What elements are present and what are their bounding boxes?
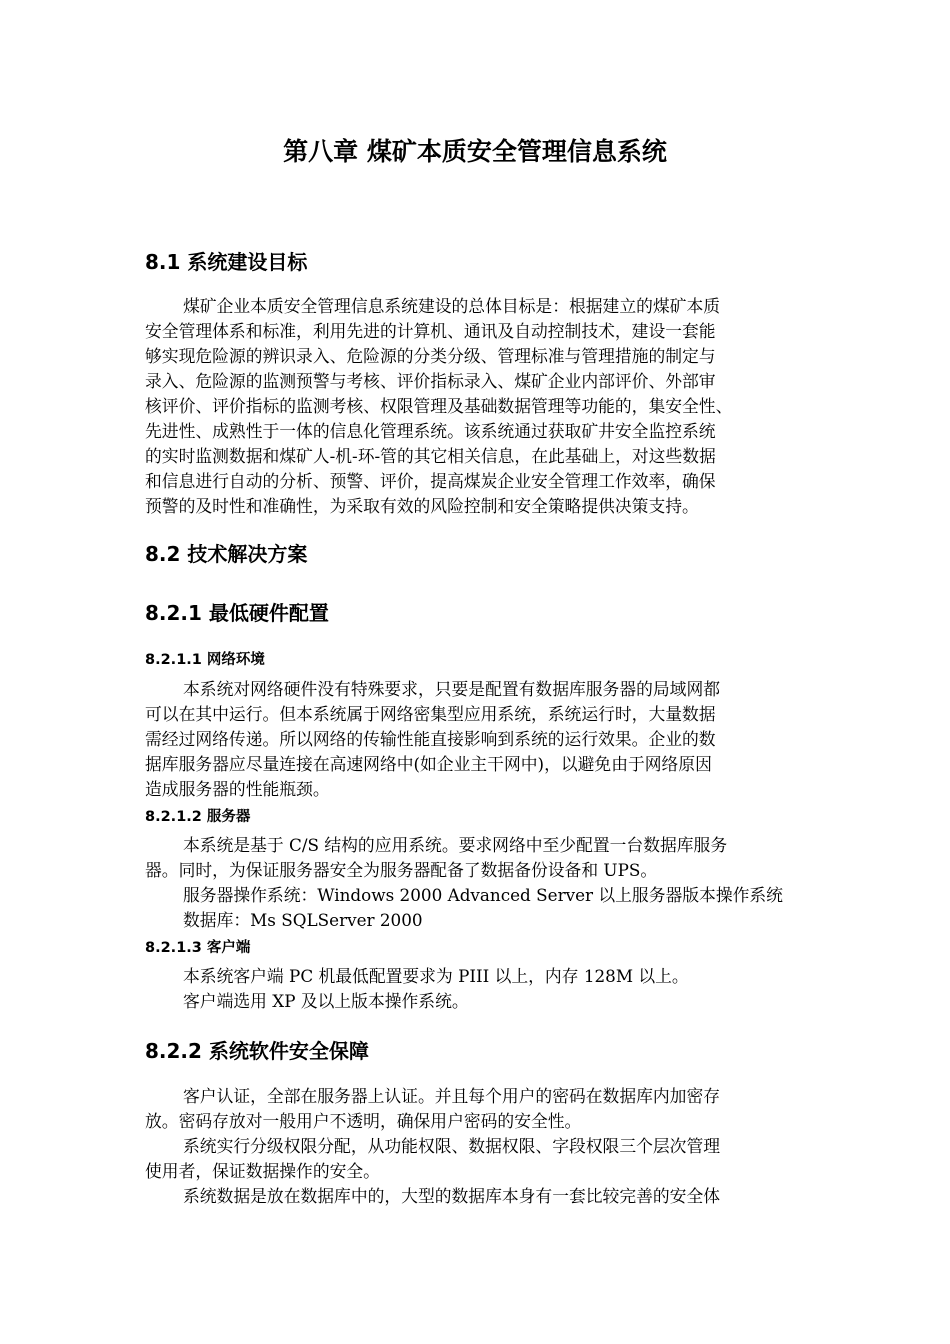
heading-8-2-1: 8.2.1 最低硬件配置 [145, 601, 329, 625]
paragraph-line: 核评价、评价指标的监测考核、权限管理及基础数据管理等功能的，集安全性、 [145, 396, 733, 416]
paragraph-line: 先进性、成熟性于一体的信息化管理系统。该系统通过获取矿井安全监控系统 [145, 421, 716, 441]
paragraph-line: 的实时监测数据和煤矿人-机-环-管的其它相关信息，在此基础上，对这些数据 [145, 446, 716, 466]
heading-8-2-2: 8.2.2 系统软件安全保障 [145, 1039, 369, 1063]
paragraph-line: 服务器操作系统：Windows 2000 Advanced Server 以上服务器版本操作系统 [183, 885, 783, 905]
paragraph-line: 据库服务器应尽量连接在高速网络中(如企业主干网中)，以避免由于网络原因 [145, 754, 712, 774]
paragraph-line: 客户端选用 XP 及以上版本操作系统。 [183, 991, 469, 1011]
paragraph-line: 使用者，保证数据操作的安全。 [145, 1161, 380, 1181]
paragraph-line: 够实现危险源的辨识录入、危险源的分类分级、管理标准与管理措施的制定与 [145, 346, 716, 366]
paragraph-line: 录入、危险源的监测预警与考核、评价指标录入、煤矿企业内部评价、外部审 [145, 371, 716, 391]
heading-8-2-1-3: 8.2.1.3 客户端 [145, 940, 251, 956]
paragraph-line: 系统实行分级权限分配，从功能权限、数据权限、字段权限三个层次管理 [183, 1136, 721, 1156]
paragraph-line: 可以在其中运行。但本系统属于网络密集型应用系统，系统运行时，大量数据 [145, 704, 716, 724]
heading-8-2-1-1: 8.2.1.1 网络环境 [145, 652, 265, 668]
paragraph-line: 本系统对网络硬件没有特殊要求，只要是配置有数据库服务器的局域网都 [183, 679, 721, 699]
paragraph-line: 客户认证，全部在服务器上认证。并且每个用户的密码在数据库内加密存 [183, 1086, 721, 1106]
paragraph-line: 造成服务器的性能瓶颈。 [145, 779, 330, 799]
paragraph-line: 煤矿企业本质安全管理信息系统建设的总体目标是：根据建立的煤矿本质 [183, 296, 721, 316]
paragraph-line: 需经过网络传递。所以网络的传输性能直接影响到系统的运行效果。企业的数 [145, 729, 716, 749]
paragraph-line: 安全管理体系和标准，利用先进的计算机、通讯及自动控制技术，建设一套能 [145, 321, 716, 341]
paragraph-line: 本系统客户端 PC 机最低配置要求为 PIII 以上，内存 128M 以上。 [183, 966, 689, 986]
paragraph-line: 系统数据是放在数据库中的，大型的数据库本身有一套比较完善的安全体 [183, 1186, 721, 1206]
paragraph-line: 器。同时，为保证服务器安全为服务器配备了数据备份设备和 UPS。 [145, 860, 658, 880]
paragraph-line: 和信息进行自动的分析、预警、评价，提高煤炭企业安全管理工作效率，确保 [145, 471, 716, 491]
paragraph-line: 预警的及时性和准确性，为采取有效的风险控制和安全策略提供决策支持。 [145, 496, 699, 516]
chapter-title: 第八章 煤矿本质安全管理信息系统 [283, 137, 667, 166]
paragraph-line: 放。密码存放对一般用户不透明，确保用户密码的安全性。 [145, 1111, 582, 1131]
paragraph-line: 本系统是基于 C/S 结构的应用系统。要求网络中至少配置一台数据库服务 [183, 835, 728, 855]
heading-8-2: 8.2 技术解决方案 [145, 542, 308, 566]
heading-8-1: 8.1 系统建设目标 [145, 250, 308, 274]
paragraph-line: 数据库：Ms SQLServer 2000 [183, 910, 423, 930]
heading-8-2-1-2: 8.2.1.2 服务器 [145, 809, 251, 825]
